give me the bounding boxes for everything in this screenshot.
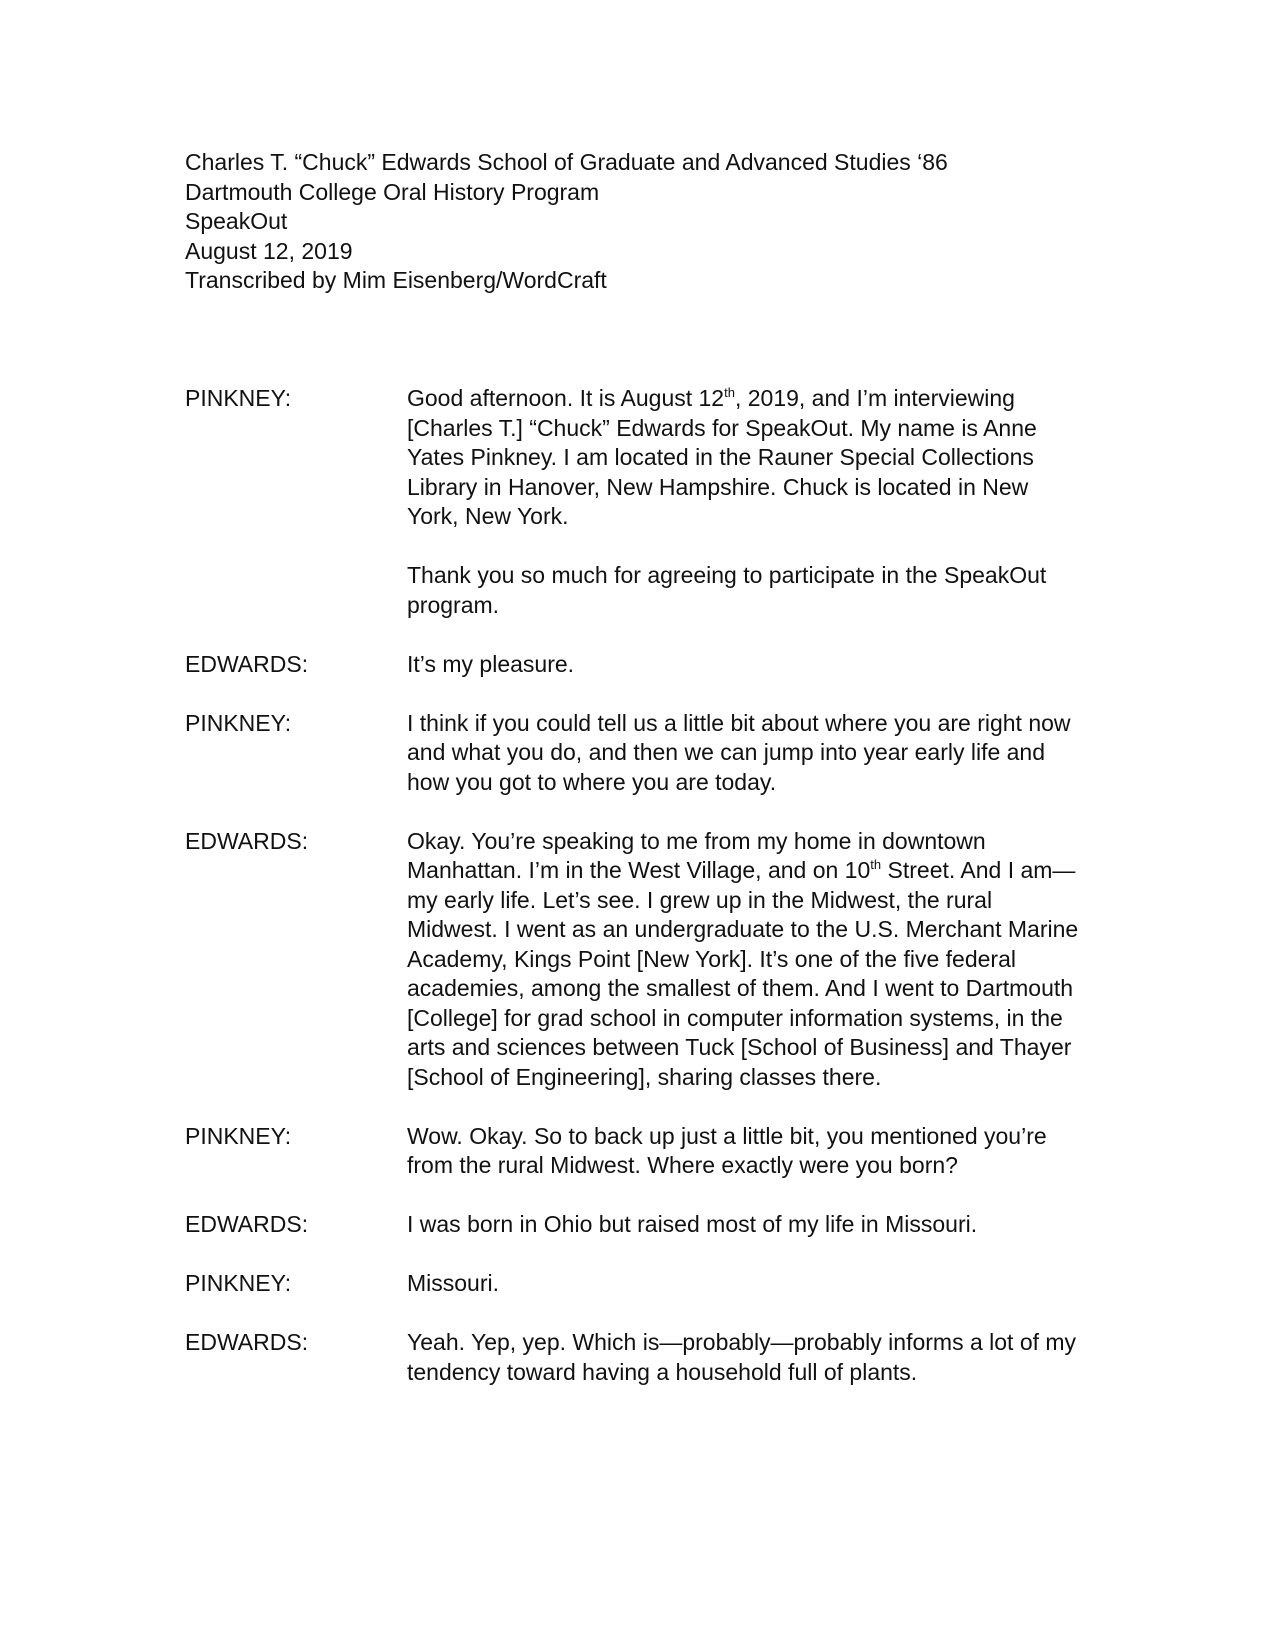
transcript-turn [185, 1269, 1085, 1299]
speaker-label: EDWARDS: [185, 1329, 309, 1355]
speaker-label: PINKNEY: [185, 709, 292, 736]
speech-text [407, 650, 1082, 680]
header-date: August 12, 2019 [185, 237, 353, 264]
speaker-label: PINKNEY: [185, 1270, 292, 1296]
speaker-label: PINKNEY: [185, 385, 292, 411]
speech-paragraph: Yeah. Yep, yep. Which is—probably—probably informs a lot of my tendency toward having a household full of plants. [407, 1329, 1077, 1385]
header-program: Dartmouth College Oral History Program [185, 178, 600, 205]
transcript-turn [185, 1210, 1085, 1240]
speech-paragraph [407, 384, 1082, 532]
transcript-turn [185, 827, 1085, 1093]
speech-paragraph: I think if you could tell us a little bit about where you are right now and what you do, and then we can jump into year early life and how you got to where you are today. [407, 709, 1071, 795]
speech-text [407, 1269, 1082, 1299]
header-series: SpeakOut [185, 208, 288, 234]
transcript-turn [185, 384, 1085, 620]
transcript-turn [185, 709, 1085, 798]
speaker-label: EDWARDS: [185, 827, 309, 854]
ordinal-superscript: th [724, 385, 735, 400]
transcript-turn [185, 650, 1085, 680]
speech-fragment: , 2019, and I’m interviewing [Charles T.] “Chuck” Edwards for SpeakOut. My name is Anne Yates Pinkney. I am located in the Rauner Special Collections Library in Hanover, New Hampshire. Chuck is located in New York, New York. [407, 385, 1037, 529]
speech-text [407, 1122, 1082, 1181]
speech-fragment: Good afternoon. It is August 12 [407, 385, 725, 411]
speech-paragraph: I was born in Ohio but raised most of my life in Missouri. [407, 1211, 978, 1237]
header-title: Charles T. “Chuck” Edwards School of Graduate and Advanced Studies ‘86 [185, 149, 948, 175]
speech-paragraph: It’s my pleasure. [407, 650, 575, 677]
ordinal-superscript: th [870, 857, 882, 872]
speech-text [407, 1328, 1082, 1387]
speaker-label: EDWARDS: [185, 650, 309, 677]
transcript-turn [185, 1122, 1085, 1181]
speech-text [407, 1210, 1082, 1240]
speech-text [407, 384, 1082, 620]
document-header [185, 148, 948, 296]
header-transcriber: Transcribed by Mim Eisenberg/WordCraft [185, 267, 607, 293]
speech-paragraph: Thank you so much for agreeing to participate in the SpeakOut program. [407, 562, 1047, 618]
speech-paragraph [407, 827, 1082, 1093]
speech-paragraph: Missouri. [407, 1270, 500, 1296]
transcript [185, 384, 1085, 1417]
transcript-turn [185, 1328, 1085, 1387]
speech-paragraph: Wow. Okay. So to back up just a little bit, you mentioned you’re from the rural Midwest. Where exactly were you born? [407, 1122, 1047, 1178]
speaker-label: PINKNEY: [185, 1122, 292, 1149]
speech-text [407, 827, 1082, 1093]
speech-fragment: Okay. You’re speaking to me from my home in downtown Manhattan. I’m in the West Village, and on 10 [407, 827, 986, 883]
speaker-label: EDWARDS: [185, 1211, 309, 1237]
speech-text [407, 709, 1082, 798]
speech-fragment: Street. And I am—my early life. Let’s see. I grew up in the Midwest, the rural Midwest. I went as an undergraduate to the U.S. Merchant Marine Academy, Kings Point [New York]. It’s one of the five federal academies, among the smallest of them. And I went to Dartmouth [College] for grad school in computer information systems, in the arts and sciences between Tuck [School of Business] and Thayer [School of Engineering], sharing classes there. [407, 857, 1079, 1090]
